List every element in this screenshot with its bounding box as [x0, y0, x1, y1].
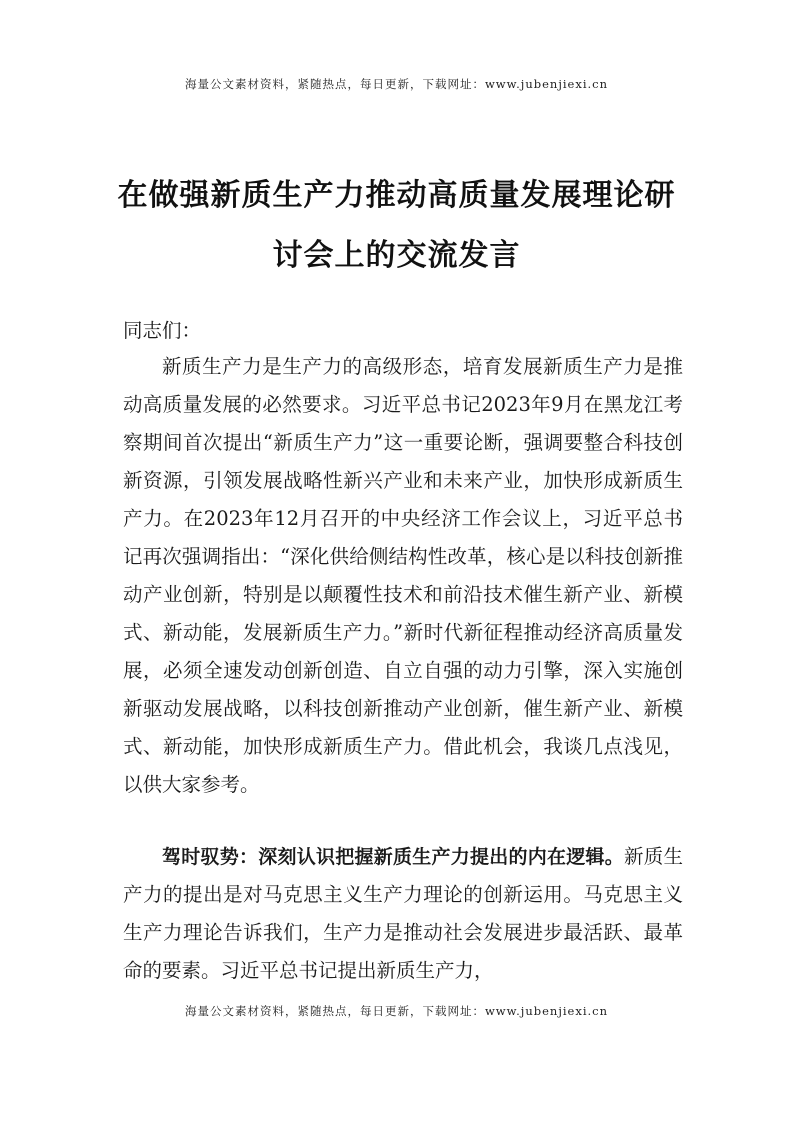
section-heading: 驾时驭势：深刻认识把握新质生产力提出的内在逻辑。 [162, 846, 624, 868]
page-footer: 海量公文素材资料，紧随热点，每日更新，下载网址：www.jubenjiexi.cn [184, 1004, 609, 1018]
document-title-line-1: 在做强新质生产力推动高质量发展理论研 [117, 178, 676, 213]
document-title-line-2: 讨会上的交流发言 [272, 238, 521, 273]
section-body: 新质生产力的提出是对马克思主义生产力理论的创新运用。马克思主义生产力理论告诉我们，生产力是推动社会发展进步最活跃、最革命的要素。习近平总书记提出新质生产力， [123, 845, 683, 982]
salutation: 同志们： [123, 319, 202, 342]
paragraph-intro: 新质生产力是生产力的高级形态，培育发展新质生产力是推动高质量发展的必然要求。习近平总书记2023年9月在黑龙江考察期间首次提出“新质生产力”这一重要论断，强调要整合科技创新资源，引领发展战略性新兴产业和未来产业，加快形成新质生产力。在2023年12月召开的中央经济工作会议上，习近平总书记再次强调指出：“深化供给侧结构性改革，核心是以科技创新推动产业创新，特别是以颠覆性技术和前沿技术催生新产业、新模式、新动能，发展新质生产力。”新时代新征程推动经济高质量发展，必须全速发动创新创造、自立自强的动力引擎，深入实施创新驱动发展战略，以科技创新推动产业创新，催生新产业、新模式、新动能，加快形成新质生产力。借此机会，我谈几点浅见，以供大家参考。 [123, 355, 683, 796]
paragraph-section-1 [123, 838, 683, 990]
page-header: 海量公文素材资料，紧随热点，每日更新，下载网址：www.jubenjiexi.cn [184, 77, 609, 91]
